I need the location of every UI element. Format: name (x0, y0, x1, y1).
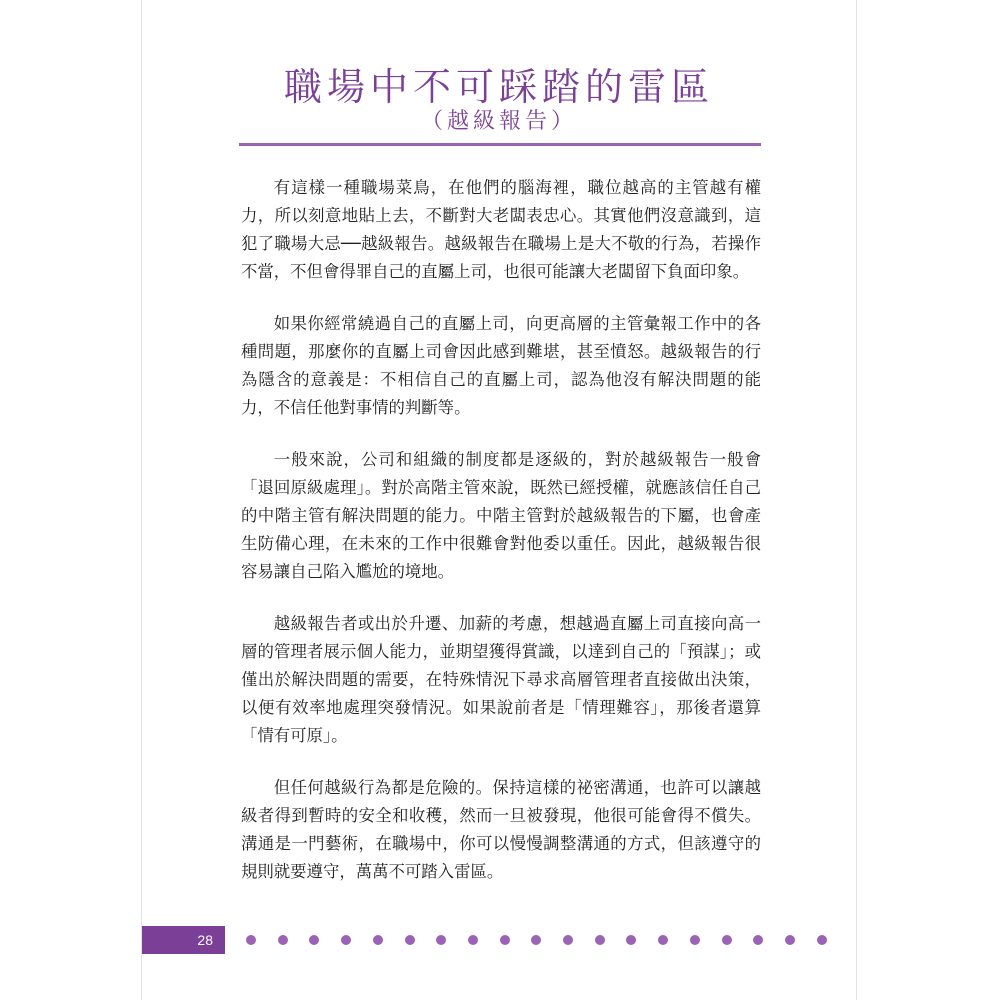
page-footer (142, 926, 858, 954)
footer-dot (595, 935, 605, 945)
paragraph: 越級報告者或出於升遷、加薪的考慮，想越過直屬上司直接向高一層的管理者展示個人能力，並期望獲得賞識，以達到自己的「預謀」；或僅出於解決問題的需要，在特殊情況下尋求高層管理者直接做出決策，以便有效率地處理突發情況。如果說前者是「情理難容」，那後者還算「情有可原」。 (241, 614, 761, 745)
paragraph: 一般來說，公司和組織的制度都是逐級的，對於越級報告一般會「退回原級處理」。對於高階主管來說，既然已經授權，就應該信任自己的中階主管有解決問題的能力。中階主管對於越級報告的下屬，也會產生防備心理，在未來的工作中很難會對他委以重任。因此，越級報告很容易讓自己陷入尷尬的境地。 (241, 450, 761, 581)
footer-dot (246, 935, 256, 945)
footer-dot (817, 935, 827, 945)
footer-dot (278, 935, 288, 945)
footer-dot (309, 935, 319, 945)
page-subtitle: （越級報告） (420, 109, 577, 134)
footer-dot (563, 935, 573, 945)
paragraph: 有這樣一種職場菜鳥，在他們的腦海裡，職位越高的主管越有權力，所以刻意地貼上去，不斷對大老闆表忠心。其實他們沒意識到，這犯了職場大忌──越級報告。越級報告在職場上是大不敬的行為，若操作不當，不但會得罪自己的直屬上司，也很可能讓大老闆留下負面印象。 (241, 178, 761, 281)
footer-dot (341, 935, 351, 945)
page-title: 職場中不可踩踏的雷區 (283, 65, 714, 109)
book-page (141, 0, 857, 1000)
footer-dot (785, 935, 795, 945)
footer-dot (373, 935, 383, 945)
paragraph: 但任何越級行為都是危險的。保持這樣的祕密溝通，也許可以讓越級者得到暫時的安全和收穫，然而一旦被發現，他很可能會得不償失。溝通是一門藝術，在職場中，你可以慢慢調整溝通的方式，但該遵守的規則就要遵守，萬萬不可踏入雷區。 (241, 778, 761, 881)
footer-dot (436, 935, 446, 945)
footer-dot (626, 935, 636, 945)
footer-dot (690, 935, 700, 945)
footer-dot (531, 935, 541, 945)
footer-dot (405, 935, 415, 945)
footer-dot (722, 935, 732, 945)
footer-dot (468, 935, 478, 945)
page-number: 28 (142, 926, 225, 954)
paragraph: 如果你經常繞過自己的直屬上司，向更高層的主管彙報工作中的各種問題，那麼你的直屬上司會因此感到難堪，甚至憤怒。越級報告的行為隱含的意義是：不相信自己的直屬上司，認為他沒有解決問題的能力，不信任他對事情的判斷等。 (241, 314, 761, 417)
title-divider (239, 143, 761, 146)
decorative-dots (142, 926, 858, 954)
article-body (241, 174, 761, 910)
footer-dot (658, 935, 668, 945)
footer-dot (500, 935, 510, 945)
footer-dot (753, 935, 763, 945)
